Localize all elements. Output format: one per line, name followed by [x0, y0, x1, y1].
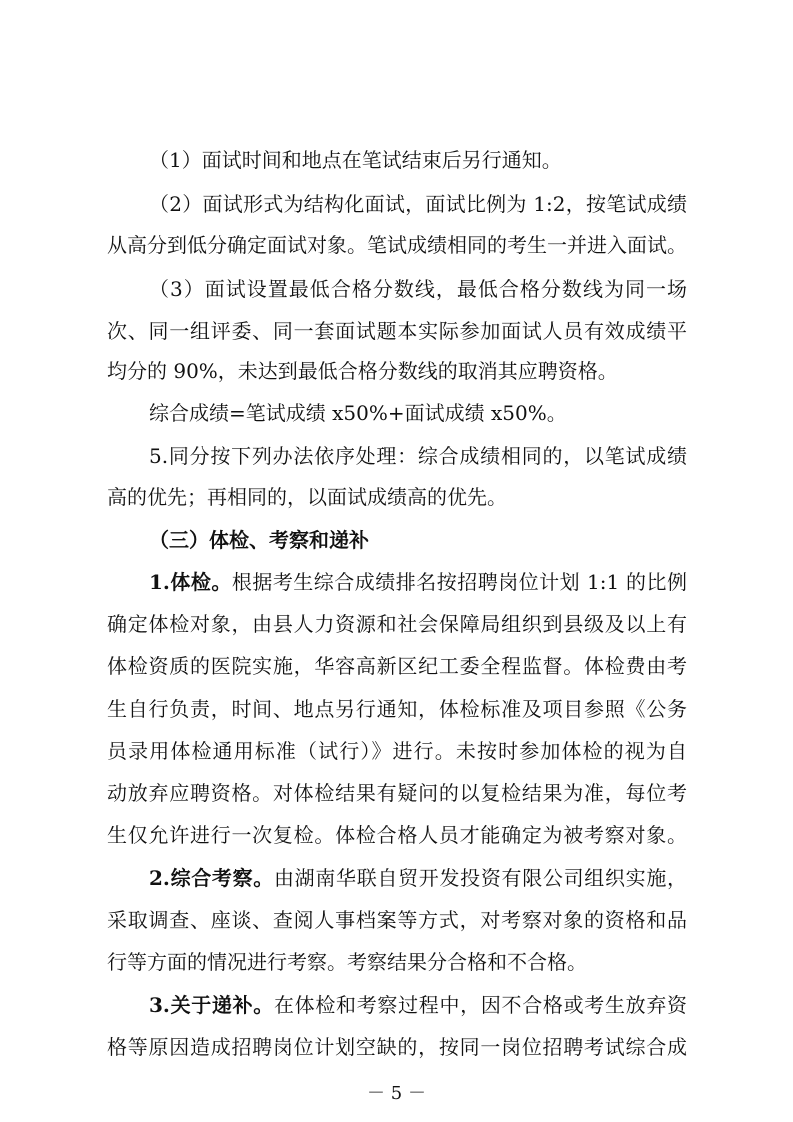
paragraph-physical-exam-line6: 动放弃应聘资格。对体检结果有疑问的以复检结果为准，每位考 [107, 781, 687, 805]
paragraph-inspection-line2: 采取调查、座谈、查阅人事档案等方式，对考察对象的资格和品 [107, 908, 687, 932]
paragraph-physical-exam-line7: 生仅允许进行一次复检。体检合格人员才能确定为被考察对象。 [107, 823, 687, 847]
paragraph-composite-score-formula: 综合成绩=笔试成绩 x50%+面试成绩 x50%。 [149, 401, 567, 425]
paragraph-physical-exam-line1 [149, 569, 687, 595]
inspection-title: 2.综合考察。 [149, 866, 274, 890]
paragraph-tie-rule-line1: 5.同分按下列办法依序处理：综合成绩相同的，以笔试成绩 [149, 444, 687, 468]
physical-exam-text: 根据考生综合成绩排名按招聘岗位计划 1:1 的比例 [231, 570, 687, 594]
paragraph-tie-rule-line2: 高的优先；再相同的，以面试成绩高的优先。 [107, 485, 507, 509]
inspection-text: 由湖南华联自贸开发投资有限公司组织实施， [274, 866, 688, 890]
physical-exam-title: 1.体检。 [149, 570, 232, 594]
section-heading-physical-exam: （三）体检、考察和递补 [149, 528, 369, 552]
paragraph-physical-exam-line2: 确定体检对象，由县人力资源和社会保障局组织到县级及以上有 [107, 612, 687, 636]
paragraph-replacement-line1 [149, 992, 687, 1018]
paragraph-passing-score-line2: 次、同一组评委、同一套面试题本实际参加面试人员有效成绩平 [107, 319, 687, 343]
replacement-text: 在体检和考察过程中，因不合格或考生放弃资 [274, 993, 688, 1017]
paragraph-inspection-line1 [149, 865, 687, 891]
paragraph-physical-exam-line4: 生自行负责，时间、地点另行通知，体检标准及项目参照《公务 [107, 697, 687, 721]
paragraph-inspection-line3: 行等方面的情况进行考察。考察结果分合格和不合格。 [107, 950, 587, 974]
paragraph-replacement-line2: 格等原因造成招聘岗位计划空缺的，按同一岗位招聘考试综合成 [107, 1035, 687, 1059]
paragraph-interview-time: （1）面试时间和地点在笔试结束后另行通知。 [149, 148, 562, 172]
paragraph-physical-exam-line5: 员录用体检通用标准（试行）》进行。未按时参加体检的视为自 [107, 739, 687, 763]
paragraph-passing-score-line1: （3）面试设置最低合格分数线，最低合格分数线为同一场 [149, 277, 687, 301]
page-number: － 5 － [367, 1083, 426, 1104]
paragraph-passing-score-line3: 均分的 90%，未达到最低合格分数线的取消其应聘资格。 [107, 359, 618, 383]
paragraph-physical-exam-line3: 体检资质的医院实施，华容高新区纪工委全程监督。体检费由考 [107, 654, 687, 678]
paragraph-interview-format-line2: 从高分到低分确定面试对象。笔试成绩相同的考生一并进入面试。 [107, 233, 687, 257]
replacement-title: 3.关于递补。 [149, 993, 274, 1017]
paragraph-interview-format-line1: （2）面试形式为结构化面试，面试比例为 1:2，按笔试成绩 [149, 192, 687, 216]
